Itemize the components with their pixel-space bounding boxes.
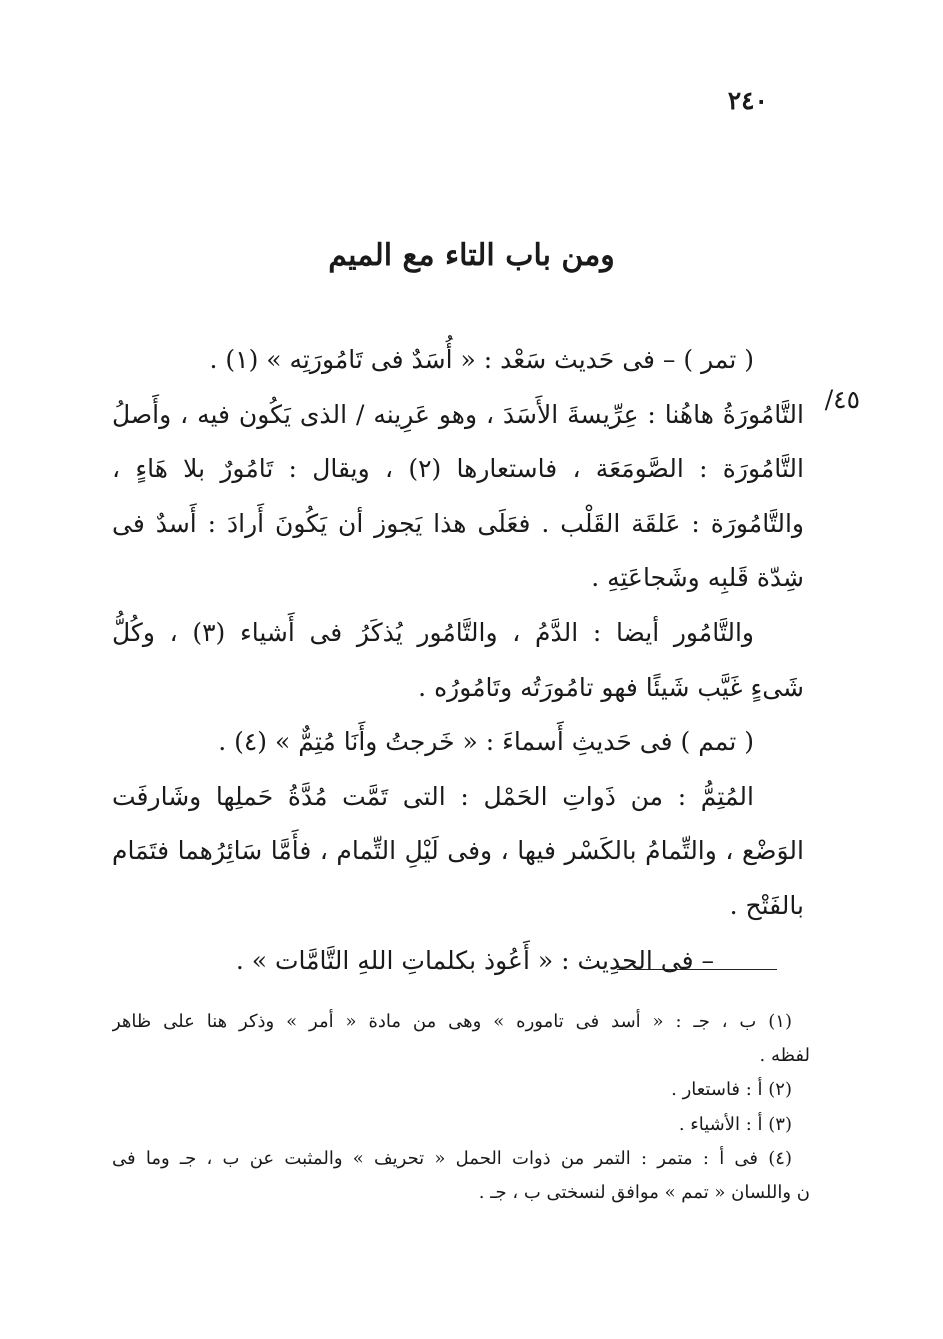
- text-line: والتَّامُور أيضا : الدَّمُ ، والتَّامُور يُذكَرُ فى أَشياء (٣) ، وكُلُّ: [112, 617, 754, 647]
- footnote-divider: [617, 969, 777, 970]
- margin-reference: ٤٥/: [824, 385, 860, 414]
- text-line: ( تمم ) فى حَديثِ أَسماءَ : « خَرجتُ وأَنَا مُتِمٌّ » (٤) .: [218, 727, 754, 757]
- footnote-line: (١) ب ، جـ : « أسد فى تاموره » وهى من مادة « أمر » وذكر هنا على ظاهر: [112, 1011, 792, 1032]
- footnotes: [112, 1005, 810, 1210]
- text-line: شَىءٍ غَيَّب شَيئًا فهو تامُورَتُه وتَامُورُه .: [418, 672, 804, 702]
- text-line: – فى الحدِيث : « أَعُوذ بكلماتِ اللهِ التَّامَّات » .: [235, 945, 714, 975]
- text-line: والتَّامُورَة : عَلقَة القَلْب . فعَلَى هذا يَجوز أن يَكُونَ أَرادَ : أَسدٌ فى: [112, 508, 804, 538]
- text-line: التَّامُورَة : الصَّومَعَة ، فاستعارها (٢) ، ويقال : تَامُورٌ بلا هَاءٍ ،: [112, 454, 804, 484]
- page-number: ٢٤٠: [727, 86, 768, 115]
- body-text: [112, 333, 804, 988]
- text-line: الوَضْع ، والتِّمامُ بالكَسْر فيها ، وفى لَيْلِ التِّمام ، فأَمَّا سَائِرُهما فتَمَام: [112, 836, 804, 866]
- text-line: شِدّة قَلبِه وشَجاعَتِهِ .: [591, 563, 804, 593]
- footnote-line: ن واللسان « تمم » موافق لنسختى ب ، جـ .: [478, 1182, 810, 1204]
- section-heading: ومن باب التاء مع الميم: [328, 238, 615, 273]
- footnote-line: (٤) فى أ : متمر : التمر من ذوات الحمل « تحريف » والمثبت عن ب ، جـ وما فى: [112, 1147, 792, 1169]
- footnote-line: (٣) أ : الأشياء .: [678, 1113, 792, 1135]
- text-line: التَّامُورَةُ هاهُنا : عِرِّيسةَ الأَسَدَ ، وهو عَرِينه / الذى يَكُون فيه ، وأَصلُ: [112, 399, 804, 429]
- text-line: المُتِمُّ : من ذَواتِ الحَمْل : التى تَمَّت مُدَّةُ حَملِها وشَارفَت: [112, 781, 754, 811]
- footnote-line: لفظه .: [759, 1045, 810, 1067]
- text-line: ( تمر ) – فى حَديث سَعْد : « أُسَدٌ فى تَامُورَتِه » (١) .: [209, 345, 754, 374]
- text-line: بالفَتْح .: [729, 890, 804, 920]
- footnote-line: (٢) أ : فاستعار .: [671, 1079, 792, 1101]
